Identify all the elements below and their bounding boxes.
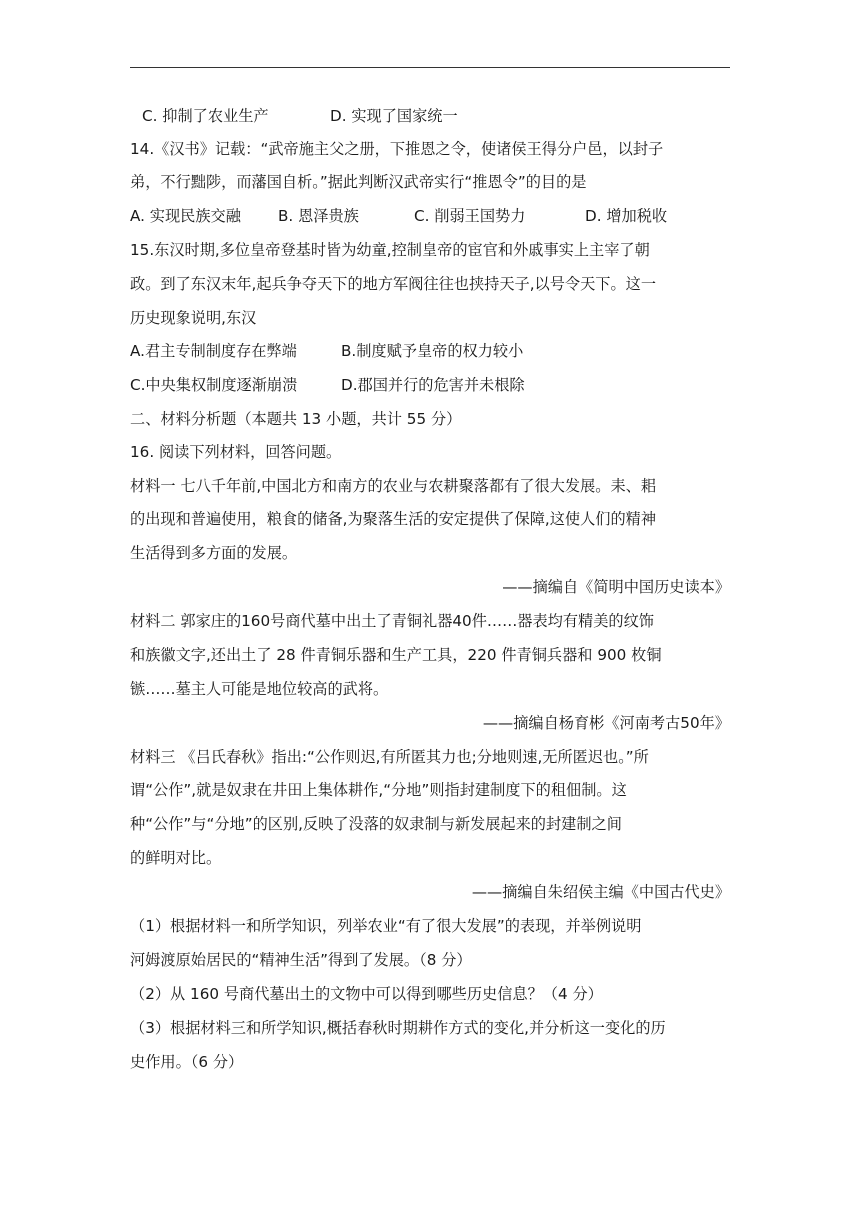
material-2-line-3: 镞……墓主人可能是地位较高的武将。 — [130, 680, 389, 698]
material-2-source: ——摘编自杨育彬《河南考古50年》 — [482, 714, 730, 732]
material-3-line-1: 材料三 《吕氏春秋》指出:“公作则迟,有所匿其力也;分地则速,无所匿迟也。”所 — [130, 748, 649, 766]
header-rule — [130, 67, 730, 68]
sub-question-2: （2）从 160 号商代墓出土的文物中可以得到哪些历史信息？（4 分） — [130, 985, 603, 1003]
q14-option-a: A. 实现民族交融 — [130, 207, 241, 225]
q14-stem-line-2: 弟，不行黜陟，而藩国自析。”据此判断汉武帝实行“推恩令”的目的是 — [130, 173, 587, 191]
material-1-line-2: 的出现和普遍使用，粮食的储备,为聚落生活的安定提供了保障,这使人们的精神 — [130, 510, 657, 528]
section-2-heading: 二、材料分析题（本题共 13 小题，共计 55 分） — [130, 410, 462, 428]
sub-question-3-line-1: （3）根据材料三和所学知识,概括春秋时期耕作方式的变化,并分析这一变化的历 — [130, 1019, 666, 1037]
material-3-line-4: 的鲜明对比。 — [130, 849, 222, 867]
material-3-line-2: 谓“公作”,就是奴隶在井田上集体耕作,“分地”则指封建制度下的租佃制。这 — [130, 781, 627, 799]
q14-option-d: D. 增加税收 — [585, 207, 668, 225]
q14-option-b: B. 恩泽贵族 — [278, 207, 359, 225]
q13-option-d: D. 实现了国家统一 — [330, 107, 458, 125]
q15-option-a: A.君主专制制度存在弊端 — [130, 342, 297, 360]
sub-question-1-line-2: 河姆渡原始居民的“精神生活”得到了发展。（8 分） — [130, 951, 472, 969]
q13-option-c: C. 抑制了农业生产 — [142, 107, 269, 125]
sub-question-3-line-2: 史作用。（6 分） — [130, 1053, 244, 1071]
sub-question-1-line-1: （1）根据材料一和所学知识，列举农业“有了很大发展”的表现，并举例说明 — [130, 917, 642, 935]
material-3-line-3: 种“公作”与“分地”的区别,反映了没落的奴隶制与新发展起来的封建制之间 — [130, 815, 622, 833]
q15-option-d: D.郡国并行的危害并未根除 — [341, 376, 525, 394]
q15-stem-line-3: 历史现象说明,东汉 — [130, 309, 257, 327]
q15-stem-line-2: 政。到了东汉末年,起兵争夺天下的地方军阀往往也挟持天子,以号令天下。这一 — [130, 275, 657, 293]
material-2-line-2: 和族徽文字,还出土了 28 件青铜乐器和生产工具，220 件青铜兵器和 900 枚铜 — [130, 646, 662, 664]
material-2-line-1: 材料二 郭家庄的160号商代墓中出土了青铜礼器40件……器表均有精美的纹饰 — [130, 612, 654, 630]
q15-stem-line-1: 15.东汉时期,多位皇帝登基时皆为幼童,控制皇帝的宦官和外戚事实上主宰了朝 — [130, 241, 650, 259]
q15-option-b: B.制度赋予皇帝的权力较小 — [341, 342, 524, 360]
material-3-source: ——摘编自朱绍侯主编《中国古代史》 — [471, 883, 730, 901]
q16-stem: 16. 阅读下列材料，回答问题。 — [130, 443, 342, 461]
material-1-line-3: 生活得到多方面的发展。 — [130, 544, 298, 562]
q14-option-c: C. 削弱王国势力 — [414, 207, 526, 225]
q15-option-c: C.中央集权制度逐渐崩溃 — [130, 376, 298, 394]
q14-stem-line-1: 14.《汉书》记载：“武帝施主父之册，下推恩之令，使诸侯王得分户邑，以封子 — [130, 140, 664, 158]
material-1-source: ——摘编自《简明中国历史读本》 — [502, 578, 730, 596]
material-1-line-1: 材料一 七八千年前,中国北方和南方的农业与农耕聚落都有了很大发展。耒、耜 — [130, 477, 657, 495]
